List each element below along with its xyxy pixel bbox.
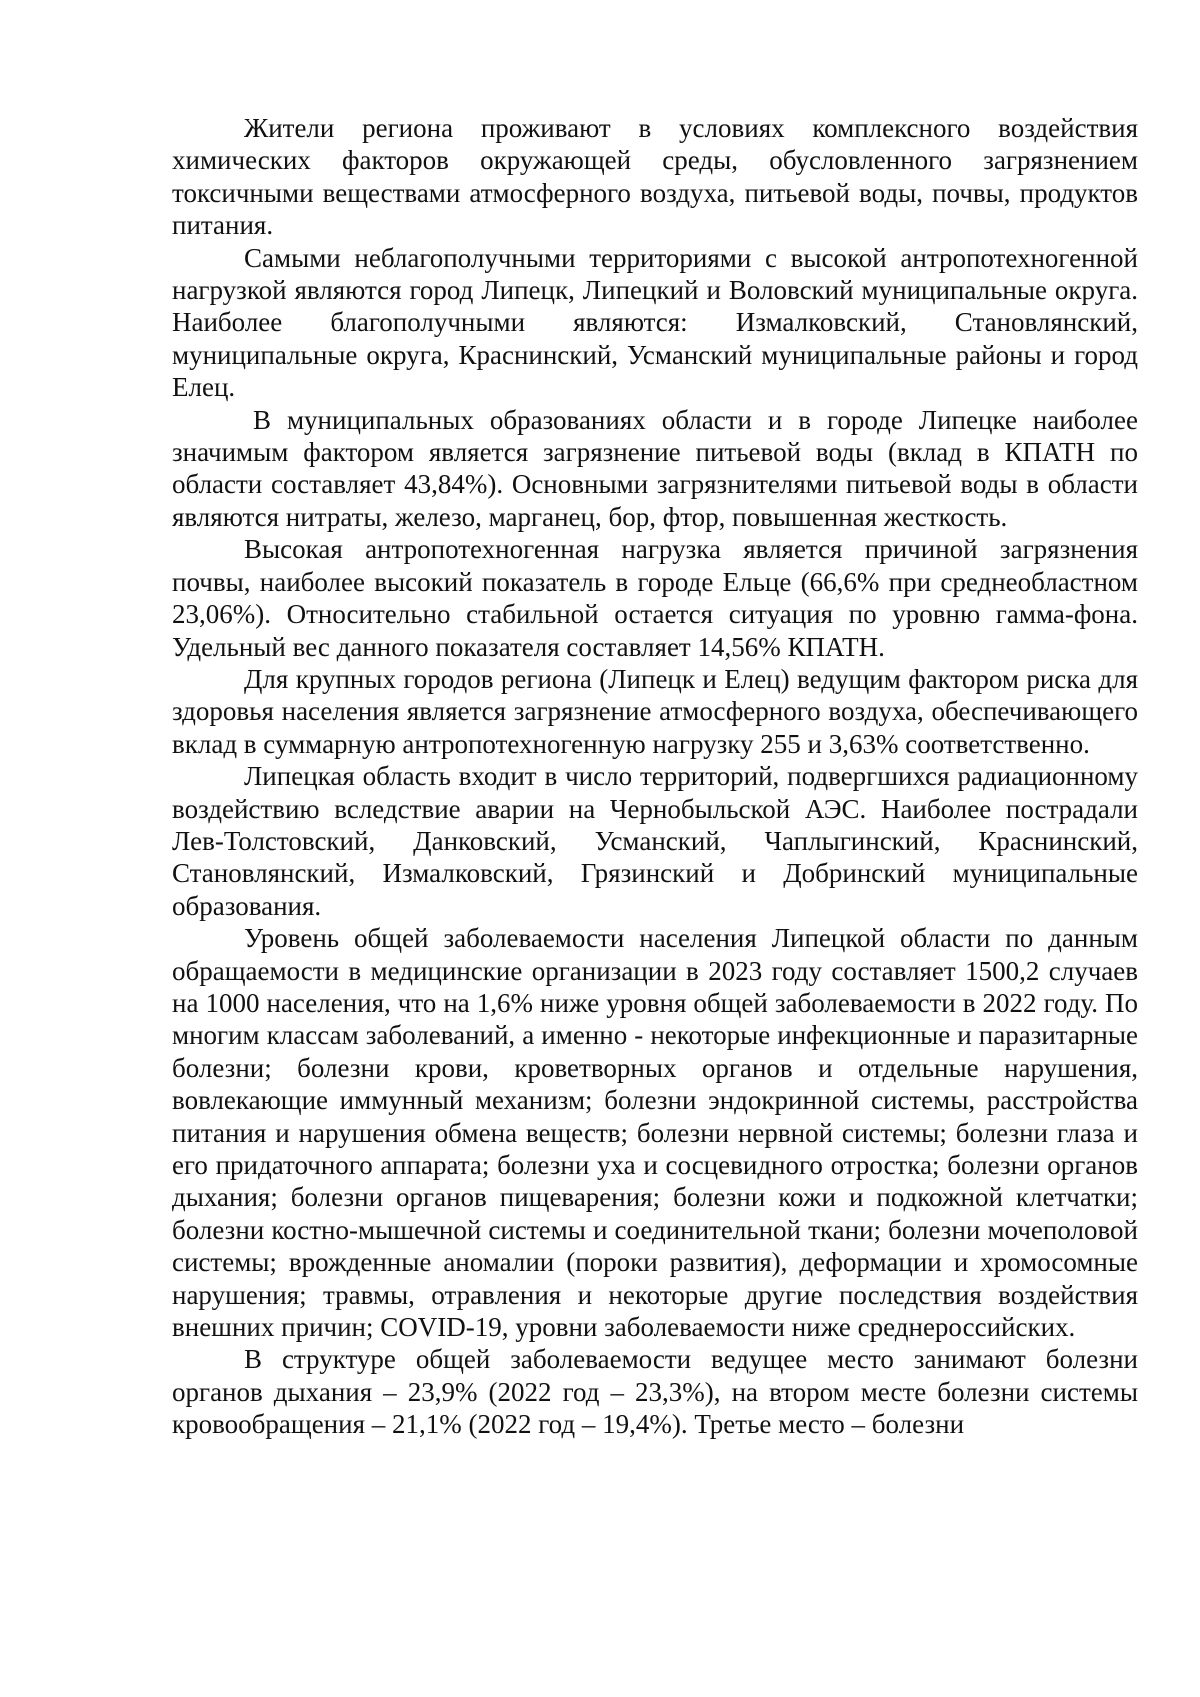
paragraph-atmospheric-air: Для крупных городов региона (Липецк и Елец) ведущим фактором риска для здоровья населения является загрязнение атмосферного воздуха, обеспечивающего вклад в суммарную антропотехногенную нагрузку 255 и 3,63% соответственно. <box>172 663 1138 759</box>
document-body <box>172 112 1138 1441</box>
paragraph-drinking-water: В муниципальных образованиях области и в городе Липецке наиболее значимым фактором является загрязнение питьевой воды (вклад в КПАТН по области составляет 43,84%). Основными загрязнителями питьевой воды в области являются нитраты, железо, марганец, бор, фтор, повышенная жесткость. <box>172 404 1138 532</box>
paragraph-unfavorable-territories: Самыми неблагополучными территориями с высокой антропотехногенной нагрузкой являются город Липецк, Липецкий и Воловский муниципальные округа. Наиболее благополучными являются: Измалковский, Становлянский, муниципальные округа, Краснинский, Усманский муниципальные районы и город Елец. <box>172 242 1138 403</box>
paragraph-morbidity-structure: В структуре общей заболеваемости ведущее место занимают болезни органов дыхания – 23,9% (2022 год – 23,3%), на втором месте болезни системы кровообращения – 21,1% (2022 год – 19,4%). Третье место – болезни <box>172 1344 1138 1440</box>
paragraph-chemical-factors: Жители региона проживают в условиях комплексного воздействия химических факторов окружающей среды, обусловленного загрязнением токсичными веществами атмосферного воздуха, питьевой воды, почвы, продуктов питания. <box>172 113 1138 241</box>
paragraph-morbidity-level: Уровень общей заболеваемости населения Липецкой области по данным обращаемости в медицинские организации в 2023 году составляет 1500,2 случаев на 1000 населения, что на 1,6% ниже уровня общей заболеваемости в 2022 году. По многим классам заболеваний, а именно - некоторые инфекционные и паразитарные болезни; болезни крови, кроветворных органов и отдельные нарушения, вовлекающие иммунный механизм; болезни эндокринной системы, расстройства питания и нарушения обмена веществ; болезни нервной системы; болезни глаза и его придаточного аппарата; болезни уха и сосцевидного отростка; болезни органов дыхания; болезни органов пищеварения; болезни кожи и подкожной клетчатки; болезни костно-мышечной системы и соединительной ткани; болезни мочеполовой системы; врожденные аномалии (пороки развития), деформации и хромосомные нарушения; травмы, отравления и некоторые другие последствия воздействия внешних причин; COVID-19, уровни заболеваемости ниже среднероссийских. <box>172 923 1138 1343</box>
paragraph-chernobyl: Липецкая область входит в число территорий, подвергшихся радиационному воздействию вследствие аварии на Чернобыльской АЭС. Наиболее пострадали Лев-Толстовский, Данковский, Усманский, Чаплыгинский, Краснинский, Становлянский, Измалковский, Грязинский и Добринский муниципальные образования. <box>172 761 1138 921</box>
paragraph-soil-pollution: Высокая антропотехногенная нагрузка является причиной загрязнения почвы, наиболее высокий показатель в городе Ельце (66,6% при среднеобластном 23,06%). Относительно стабильной остается ситуация по уровню гамма-фона. Удельный вес данного показателя составляет 14,56% КПАТН. <box>172 534 1138 662</box>
